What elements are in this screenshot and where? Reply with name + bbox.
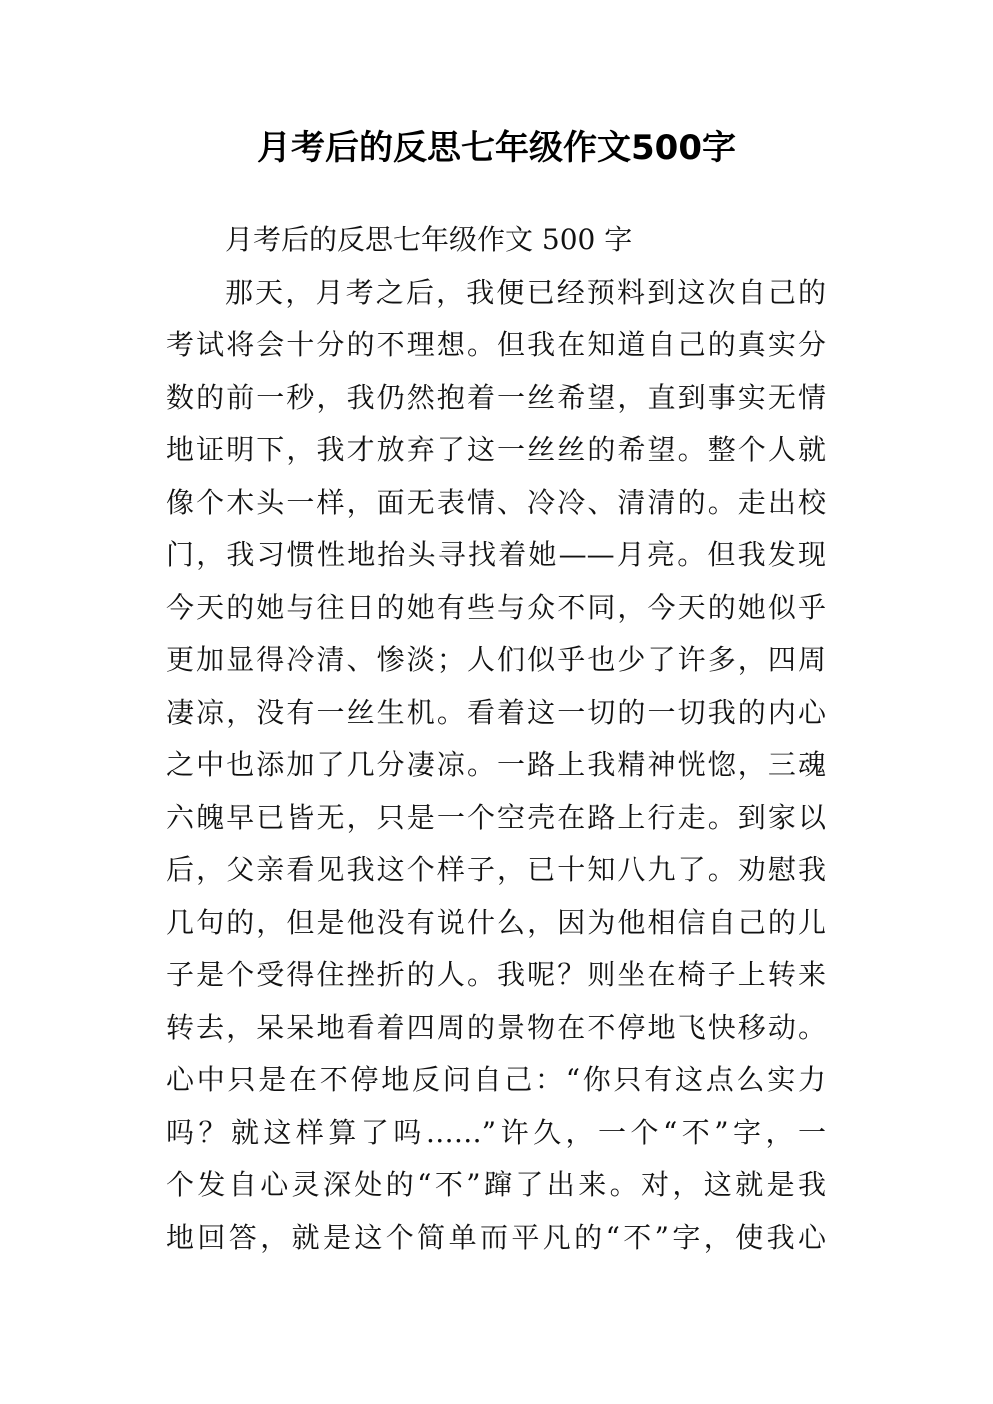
body-heading-line: 月考后的反思七年级作文 500 字 [225, 223, 633, 256]
body-line: 子是个受得住挫折的人。我呢？则坐在椅子上转来 [166, 958, 826, 991]
document-title: 月考后的反思七年级作文500字 [257, 128, 736, 168]
body-line: 地证明下，我才放弃了这一丝丝的希望。整个人就 [166, 433, 826, 466]
body-line: 心中只是在不停地反问自己：“你只有这点么实力 [166, 1063, 826, 1096]
body-line: 门，我习惯性地抬头寻找着她——月亮。但我发现 [166, 538, 826, 571]
body-line: 之中也添加了几分凄凉。一路上我精神恍惚，三魂 [166, 748, 826, 781]
body-line: 后，父亲看见我这个样子，已十知八九了。劝慰我 [166, 853, 826, 886]
body-line: 今天的她与往日的她有些与众不同，今天的她似乎 [166, 590, 826, 624]
body-line: 考试将会十分的不理想。但我在知道自己的真实分 [166, 328, 826, 361]
body-line: 数的前一秒，我仍然抱着一丝希望，直到事实无情 [166, 380, 826, 414]
body-line: 凄凉，没有一丝生机。看着这一切的一切我的内心 [166, 695, 826, 729]
body-line: 个发自心灵深处的“不”蹿了出来。对，这就是我 [166, 1168, 826, 1201]
body-line: 更加显得冷清、惨淡；人们似乎也少了许多，四周 [166, 643, 826, 676]
body-line: 地回答，就是这个简单而平凡的“不”字，使我心 [166, 1220, 826, 1254]
body-line: 吗？就这样算了吗……”许久，一个“不”字，一 [166, 1115, 826, 1149]
body-line: 转去，呆呆地看着四周的景物在不停地飞快移动。 [166, 1010, 826, 1044]
body-line: 六魄早已皆无，只是一个空壳在路上行走。到家以 [166, 800, 826, 834]
document-body [166, 214, 826, 1264]
body-line: 像个木头一样，面无表情、冷冷、清清的。走出校 [166, 485, 826, 519]
body-line: 那天，月考之后，我便已经预料到这次自己的 [225, 275, 826, 309]
body-line: 几句的，但是他没有说什么，因为他相信自己的儿 [166, 905, 826, 939]
